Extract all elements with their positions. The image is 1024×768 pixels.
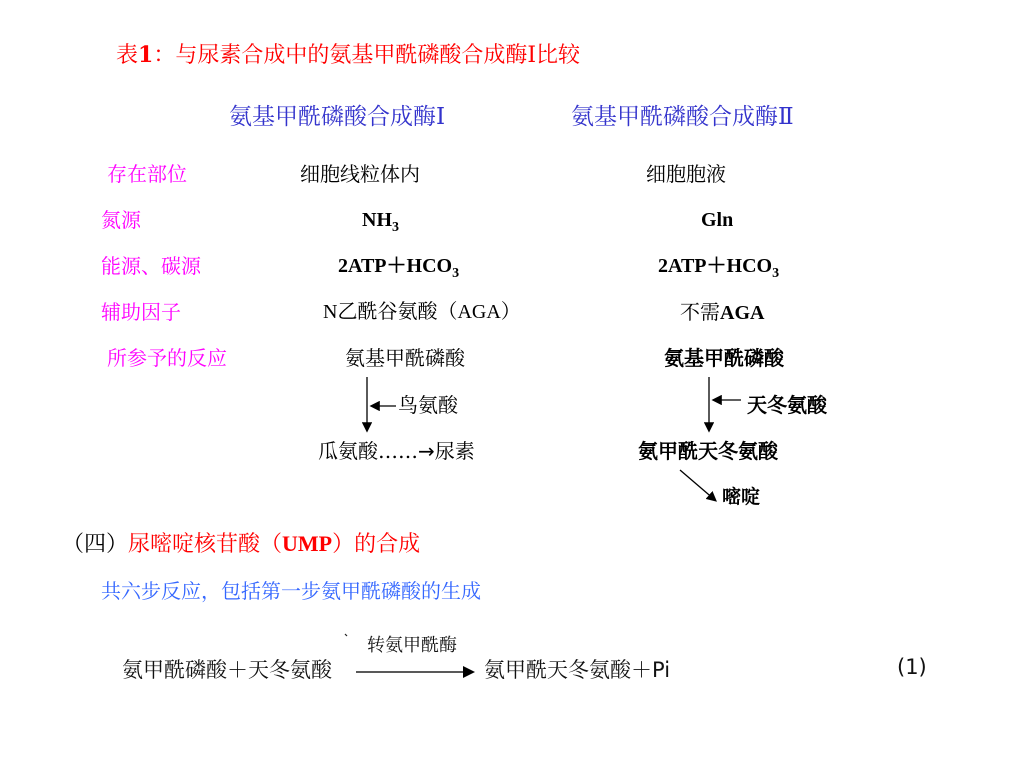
section-title-a: 尿嘧啶核苷酸（ [128, 532, 283, 557]
section-title-c: ）的合成 [332, 532, 421, 557]
title-text: ：与尿素合成中的氨基甲酰磷酸合成酶Ⅰ比较 [153, 43, 581, 68]
column-header-2: 氨基甲酰磷酸合成酶Ⅱ [571, 104, 794, 130]
title-prefix: 表 [116, 43, 139, 68]
row-label-cofactor: 辅助因子 [101, 300, 181, 324]
row-label-location: 存在部位 [107, 162, 187, 186]
equation-tick [345, 634, 347, 636]
cofactor-col2-aga: AGA [720, 302, 765, 324]
reaction-col2-start: 氨基甲酰磷酸 [664, 346, 784, 370]
reaction-col1-start: 氨基甲酰磷酸 [345, 346, 465, 370]
row-label-energy: 能源、碳源 [101, 254, 201, 278]
energy-col1-subscript: 3 [452, 265, 460, 281]
column-header-1: 氨基甲酰磷酸合成酶Ⅰ [229, 104, 446, 130]
urea-text: 尿素 [434, 439, 475, 463]
equation-right: 氨甲酰天冬氨酸＋Pi [484, 658, 671, 682]
nitrogen-col1-formula: NH [362, 209, 392, 231]
reaction-col2-pyrimidine: 嘧啶 [722, 486, 761, 508]
location-col2: 细胞胞液 [646, 162, 726, 186]
equation-number: (1) [897, 655, 927, 679]
equation-left: 氨甲酰磷酸＋天冬氨酸 [122, 658, 332, 682]
cofactor-col1: N乙酰谷氨酸（AGA） [323, 301, 521, 323]
section-number: （四） [62, 532, 129, 557]
energy-col2-formula: 2ATP＋HCO [658, 255, 773, 277]
equation-enzyme: 转氨甲酰酶 [367, 635, 457, 656]
nitrogen-col2: Gln [701, 209, 734, 231]
nitrogen-col1-subscript: 3 [392, 219, 399, 235]
section-description: 共六步反应，包括第一步氨甲酰磷酸的生成 [101, 579, 481, 603]
row-label-nitrogen: 氮源 [101, 208, 141, 232]
location-col1: 细胞线粒体内 [300, 162, 420, 186]
cofactor-col2-prefix: 不需 [680, 300, 720, 324]
row-label-reaction: 所参予的反应 [107, 346, 227, 370]
reaction-col1-ornithine: 鸟氨酸 [398, 393, 458, 417]
reaction-col2-carbamoyl-aspartate: 氨甲酰天冬氨酸 [638, 439, 778, 463]
energy-col2-subscript: 3 [772, 265, 780, 281]
citrulline-text: 瓜氨酸…… [318, 439, 418, 463]
title-number: 1 [138, 42, 154, 68]
reaction-col2-aspartate: 天冬氨酸 [747, 393, 827, 417]
energy-col1-formula: 2ATP＋HCO [338, 255, 453, 277]
section-title-ump: UMP [282, 531, 333, 556]
right-arrow-icon: → [418, 439, 435, 463]
